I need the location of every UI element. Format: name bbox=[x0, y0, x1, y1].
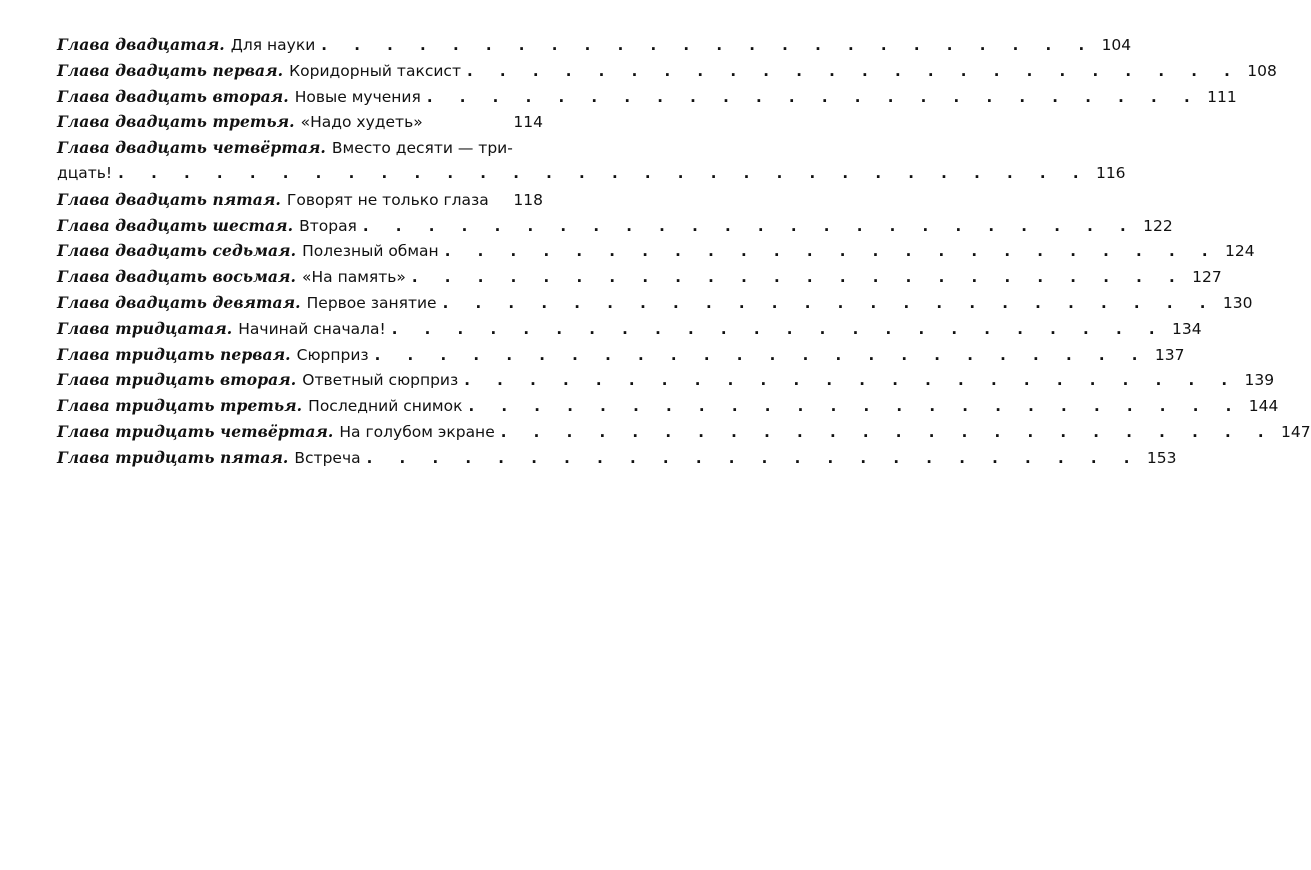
chapter-title: «Надо худеть» bbox=[300, 113, 423, 132]
chapter-title: Полезный обман bbox=[302, 242, 439, 261]
toc-entry bbox=[57, 213, 1173, 239]
chapter-label: Глава двадцать третья. bbox=[57, 112, 295, 132]
page-number: 114 bbox=[513, 113, 543, 132]
chapter-title-continuation: дцать! bbox=[57, 163, 113, 182]
toc-entry bbox=[57, 58, 1277, 84]
chapter-label: Глава тридцать первая. bbox=[57, 344, 291, 364]
dot-leader: . . . . . . . . . . . . . . . . . . . . . . . . . . . . . . bbox=[118, 163, 1090, 182]
dot-leader: . . . . . . . . . . . . . . . . . . . . . . . . bbox=[426, 87, 1201, 106]
chapter-label: Глава двадцать первая. bbox=[57, 60, 284, 80]
page-number: 147 bbox=[1281, 422, 1311, 441]
chapter-title: Вместо десяти — три- bbox=[331, 139, 513, 158]
chapter-title: Вторая bbox=[299, 216, 357, 235]
page-number: 122 bbox=[1143, 216, 1173, 235]
page-number: 144 bbox=[1248, 397, 1279, 416]
chapter-title: Последний снимок bbox=[308, 397, 463, 416]
page-number: 104 bbox=[1101, 36, 1132, 54]
chapter-label: Глава двадцать восьмая. bbox=[57, 267, 296, 287]
toc-entry bbox=[57, 264, 1222, 290]
toc-entry bbox=[57, 290, 1253, 316]
chapter-label: Глава двадцать шестая. bbox=[57, 215, 294, 235]
chapter-label: Глава двадцать вторая. bbox=[57, 86, 289, 106]
dot-leader: . . . . . . . . . . . . . . . . . . . . . . . . bbox=[362, 216, 1137, 235]
chapter-title: Коридорный таксист bbox=[289, 61, 461, 80]
chapter-title: Говорят не только глаза bbox=[286, 190, 489, 209]
page-number: 124 bbox=[1224, 242, 1255, 261]
dot-leader: . . . . . . . . . . . . . . . . . . . . . . . . bbox=[500, 422, 1275, 441]
toc-entry bbox=[57, 445, 1177, 471]
toc-entry bbox=[57, 316, 1202, 342]
chapter-title: Для науки bbox=[230, 36, 316, 54]
toc-entry bbox=[57, 187, 543, 213]
page-number: 116 bbox=[1095, 163, 1126, 182]
toc-entry bbox=[57, 135, 1126, 187]
page-number: 111 bbox=[1207, 87, 1237, 106]
toc-entry bbox=[57, 393, 1279, 419]
chapter-title: Новые мучения bbox=[294, 87, 421, 106]
chapter-title: Сюрприз bbox=[296, 345, 369, 364]
dot-leader: . . . . . . . . . . . . . . . . . . . . . . . . bbox=[366, 448, 1141, 467]
toc-entry bbox=[57, 367, 1275, 393]
dot-leader: . . . . . . . . . . . . . . . . . . . . . . . . bbox=[444, 242, 1219, 261]
chapter-title: Ответный сюрприз bbox=[302, 371, 459, 390]
page-number: 137 bbox=[1154, 345, 1185, 364]
toc-entry bbox=[57, 342, 1185, 368]
chapter-label: Глава двадцатая. bbox=[57, 35, 225, 54]
chapter-title: «На память» bbox=[302, 268, 406, 287]
chapter-label: Глава тридцать четвёртая. bbox=[57, 421, 334, 441]
chapter-label: Глава тридцатая. bbox=[57, 318, 233, 338]
dot-leader: . . . . . . . . . . . . . . . . . . . . . . . . bbox=[374, 345, 1149, 364]
chapter-label: Глава тридцать вторая. bbox=[57, 370, 297, 390]
dot-leader: . . . . . . . . . . . . . . . . . . . . . . . . bbox=[391, 319, 1166, 338]
dot-leader: . . . . . . . . . . . . . . . . . . . . . . . . bbox=[442, 293, 1217, 312]
page-number: 130 bbox=[1222, 293, 1253, 312]
chapter-title: Встреча bbox=[294, 448, 361, 467]
dot-leader: . . . . . . . . . . . . . . . . . . . . . . . . bbox=[464, 371, 1239, 390]
chapter-title: Первое занятие bbox=[306, 293, 437, 312]
toc-entry bbox=[57, 109, 543, 135]
toc-entry bbox=[57, 238, 1255, 264]
chapter-title: Начинай сначала! bbox=[238, 319, 386, 338]
chapter-label: Глава двадцать девятая. bbox=[57, 292, 301, 312]
chapter-label: Глава тридцать пятая. bbox=[57, 447, 289, 467]
toc-entry bbox=[57, 84, 1237, 110]
dot-leader: . . . . . . . . . . . . . . . . . . . . . . . . bbox=[468, 397, 1243, 416]
page-number: 108 bbox=[1247, 61, 1277, 80]
table-of-contents bbox=[57, 32, 1311, 471]
toc-entry bbox=[57, 32, 1132, 58]
chapter-label: Глава двадцать седьмая. bbox=[57, 241, 297, 261]
page-number: 134 bbox=[1172, 319, 1202, 338]
dot-leader: . . . . . . . . . . . . . . . . . . . . . . . . bbox=[411, 268, 1186, 287]
page-number: 127 bbox=[1192, 268, 1222, 287]
chapter-label: Глава тридцать третья. bbox=[57, 396, 303, 416]
chapter-title: На голубом экране bbox=[339, 422, 495, 441]
chapter-label: Глава двадцать четвёртая. bbox=[57, 138, 326, 158]
dot-leader: . . . . . . . . . . . . . . . . . . . . . . . . bbox=[321, 36, 1096, 54]
page-number: 139 bbox=[1244, 371, 1275, 390]
chapter-label: Глава двадцать пятая. bbox=[57, 189, 281, 209]
page-number: 153 bbox=[1146, 448, 1177, 467]
page-number: 118 bbox=[513, 190, 543, 209]
toc-entry bbox=[57, 419, 1311, 445]
dot-leader: . . . . . . . . . . . . . . . . . . . . . . . . bbox=[466, 61, 1241, 80]
